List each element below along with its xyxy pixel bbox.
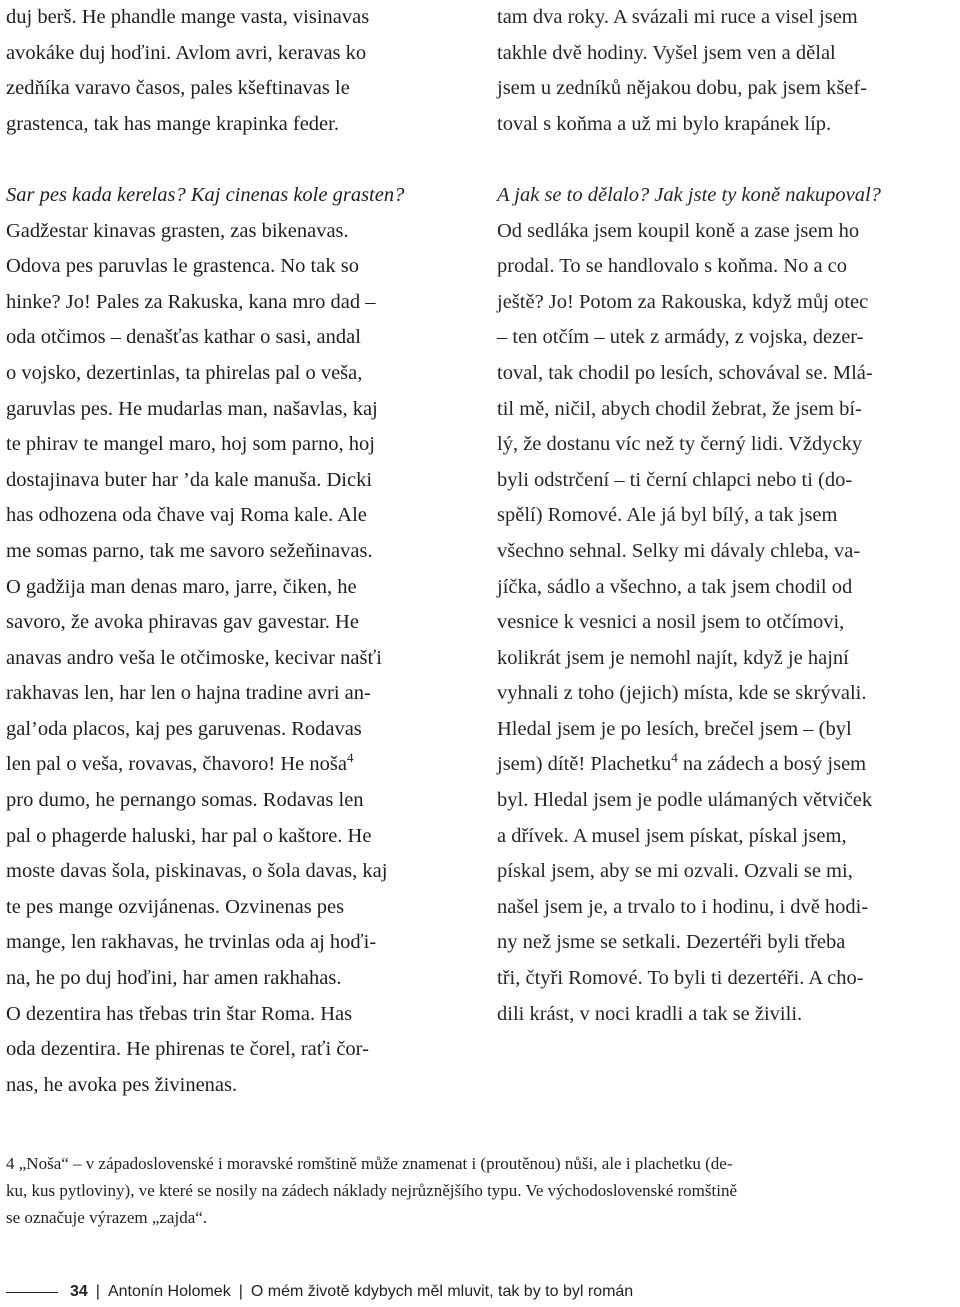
footnote-line: ku, kus pytloviny), ve které se nosily na zádech náklady nejrůznějšího typu. Ve východoslovenské romštině [6,1181,737,1200]
text-segment: jsem) dítě! Plachetku [497,753,672,776]
text-line: pískal jsem, aby se mi ozvali. Ozvali se mi, [497,860,853,883]
text-line: nas, he avoka pes živinenas. [6,1073,238,1096]
left-paragraph-2 [6,178,476,1103]
footer-separator: | [238,1283,243,1300]
footer-author: Antonín Holomek [107,1283,231,1300]
footer-separator: | [95,1283,100,1300]
text-line: vyhnali z toho (jejich) místa, kde se skrývali. [497,682,867,705]
text-segment: len pal o veša, rovavas, čhavoro! He noša [6,753,347,776]
text-line: has odhozena oda čhave vaj Roma kale. Ale [6,504,367,527]
left-paragraph-1 [6,0,476,142]
text-line: na, he po duj hoďini, har amen rakhahas. [6,967,342,990]
text-line-with-footnote-ref [6,747,476,783]
right-paragraph-1 [497,0,957,142]
text-line: hinke? Jo! Pales za Rakuska, kana mro dad – [6,290,376,313]
text-line: prodal. To se handlovalo s koňma. No a co [497,255,848,278]
text-line: til mě, ničil, abych chodil žebrat, že jsem bí- [497,397,862,420]
text-line: ny než jsme se setkali. Dezertéři byli třeba [497,931,846,954]
text-line: pal o phagerde haluski, har pal o kaštore. He [6,824,372,847]
text-line: byl. Hledal jsem je podle ulámaných větviček [497,789,873,812]
text-line: toval s koňma a už mi bylo krapánek líp. [497,112,832,135]
page-number: 34 [70,1283,88,1300]
text-line: oda otčimos – denašťas kathar o sasi, andal [6,326,361,349]
footnote-line: 4 „Noša“ – v západoslovenské i moravské romštině může znamenat i (proutěnou) nůši, ale i plachetku (de- [6,1154,733,1173]
text-line: zedňíka varavo časos, pales kšeftinavas le [6,77,350,100]
text-line-with-footnote-ref [497,747,957,783]
text-line: toval, tak chodil po lesích, schovával se. Mlá- [497,361,873,384]
left-column-romani-text [6,0,476,1103]
text-line: vesnice k vesnici a nosil jsem to otčímovi, [497,611,845,634]
text-line: duj berš. He phandle mange vasta, visinavas [6,6,370,28]
text-segment: na zádech a bosý jsem [677,753,867,776]
text-line: Od sedláka jsem koupil koně a zase jsem ho [497,219,860,242]
interview-question: A jak se to dělalo? Jak jste ty koně nakupoval? [497,183,881,206]
text-line: dostajinava buter har ’da kale manuša. Dicki [6,468,373,491]
text-line: gal’oda placos, kaj pes garuvenas. Rodavas [6,717,362,740]
text-line: byli odstrčení – ti černí chlapci nebo ti (do- [497,468,853,491]
text-line: moste davas šola, piskinavas, o šola davas, kaj [6,860,388,883]
right-column-czech-text [497,0,957,1032]
text-line: takhle dvě hodiny. Vyšel jsem ven a dělal [497,41,836,64]
footnote [6,1150,956,1231]
text-line: jíčka, sádlo a všechno, a tak jsem chodil od [497,575,853,598]
text-line: – ten otčím – utek z armády, z vojska, dezer- [497,326,864,349]
text-line: anavas andro veša le otčimoske, kecivar našťi [6,646,382,669]
text-line: savoro, že avoka phiravas gav gavestar. He [6,611,359,634]
interview-question: Sar pes kada kerelas? Kaj cinenas kole grasten? [6,183,405,206]
text-line: Odova pes paruvlas le grastenca. No tak so [6,255,359,278]
text-line: jsem u zedníků nějakou dobu, pak jsem kšef- [497,77,868,100]
text-line: Hledal jsem je po lesích, brečel jsem – (byl [497,717,852,740]
text-line: a dřívek. A musel jsem pískat, pískal jsem, [497,824,847,847]
text-line: mange, len rakhavas, he trvinlas oda aj hoďi- [6,931,377,954]
text-line: lý, že dostanu víc než ty černý lidi. Vždycky [497,433,863,456]
text-line: ještě? Jo! Potom za Rakouska, když můj otec [497,290,869,313]
footer-rule [6,1292,58,1293]
text-line: O gadžija man denas maro, jarre, čiken, he [6,575,357,598]
footnote-line: se označuje výrazem „zajda“. [6,1208,208,1227]
text-line: tam dva roky. A svázali mi ruce a visel jsem [497,6,858,28]
text-line: o vojsko, dezertinlas, ta phirelas pal o veša, [6,361,363,384]
text-line: avokáke duj hoďini. Avlom avri, keravas ko [6,41,367,64]
page-footer [6,1281,633,1303]
text-line: pro dumo, he pernango somas. Rodavas len [6,789,364,812]
text-line: rakhavas len, har len o hajna tradine avri an- [6,682,371,705]
footnote-reference: 4 [671,750,678,766]
text-line: garuvlas pes. He mudarlas man, našavlas, kaj [6,397,378,420]
text-line: te phirav te mangel maro, hoj som parno, hoj [6,433,375,456]
text-line: všechno sehnal. Selky mi dávaly chleba, va- [497,539,861,562]
footnote-reference: 4 [346,750,354,766]
text-line: O dezentira has třebas trin štar Roma. Has [6,1002,353,1025]
text-line: grastenca, tak has mange krapinka feder. [6,112,339,135]
right-paragraph-2 [497,178,957,1032]
text-line: tři, čtyři Romové. To byli ti dezertéři. A cho- [497,967,864,990]
text-line: te pes mange ozvijánenas. Ozvinenas pes [6,895,345,918]
text-line: kolikrát jsem je nemohl najít, když je hajní [497,646,849,669]
text-line: me somas parno, tak me savoro sežeňinavas. [6,539,373,562]
footer-book-title: O mém životě kdybych měl mluvit, tak by to byl román [250,1283,634,1300]
text-line: spělí) Romové. Ale já byl bílý, a tak jsem [497,504,838,527]
text-line: našel jsem je, a trvalo to i hodinu, i dvě hodi- [497,895,869,918]
text-line: oda dezentira. He phirenas te čorel, raťi čor- [6,1038,369,1061]
text-line: Gadžestar kinavas grasten, zas bikenavas. [6,219,349,242]
text-line: dili krást, v noci kradli a tak se živili. [497,1002,803,1025]
